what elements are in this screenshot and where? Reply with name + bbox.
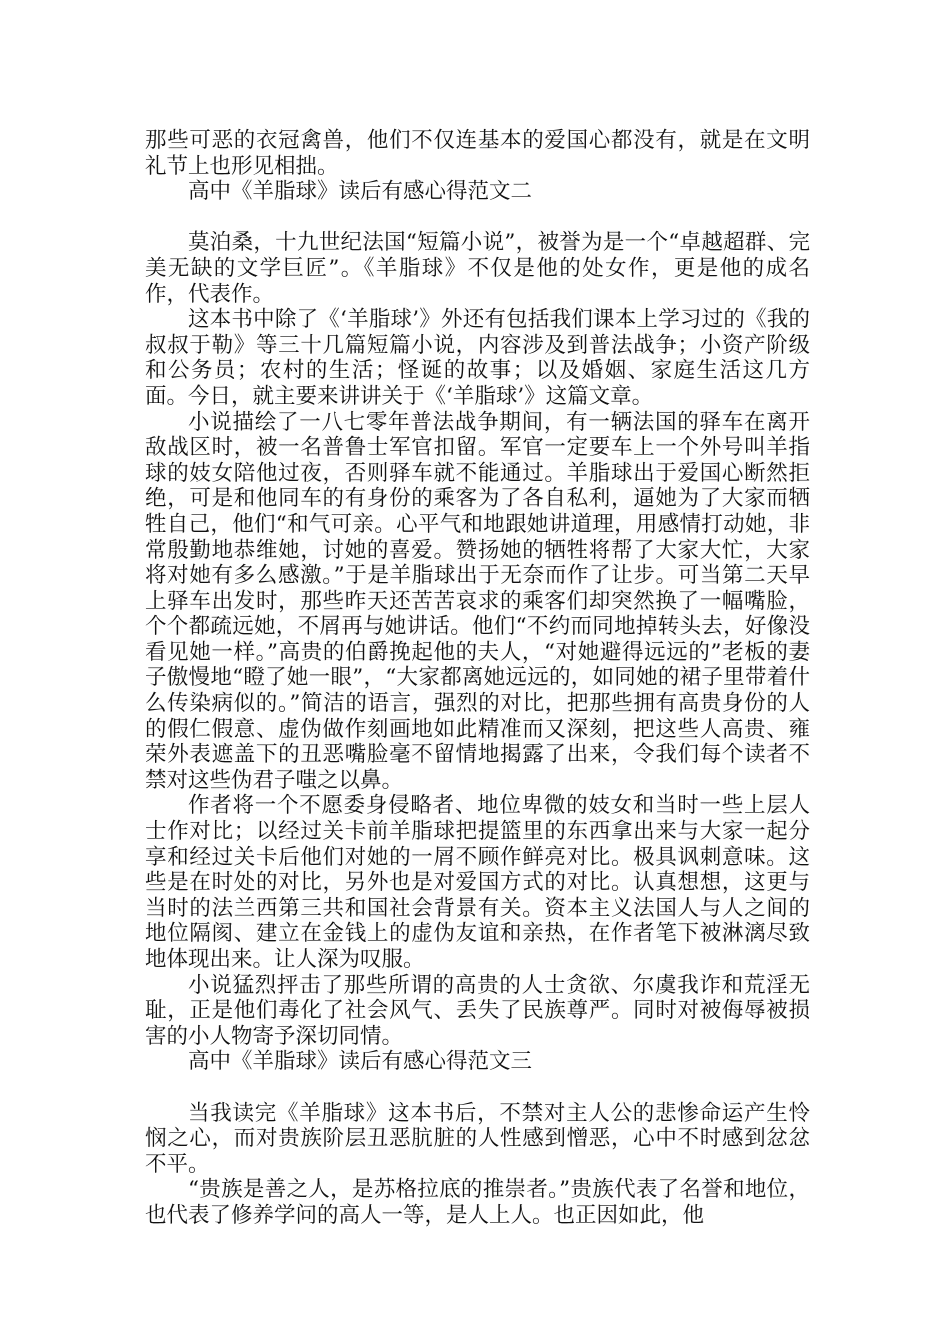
paragraph: 作者将一个不愿委身侵略者、地位卑微的妓女和当时一些上层人士作对比；以经过关卡前羊脂球把提篮里的东西拿出来与大家一起分享和经过关卡后他们对她的一屑不顾作鲜亮对比。极具讽刺意味。这些是在时处的对比，另外也是对爱国方式的对比。认真想想，这更与当时的法兰西第三共和国社会背景有关。资本主义法国人与人之间的地位隔阂、建立在金钱上的虚伪友谊和亲热，在作者笔下被淋漓尽致地体现出来。让人深为叹服。 (145, 793, 810, 972)
section-heading: 高中《羊脂球》读后有感心得范文三 (188, 1049, 533, 1075)
paragraph: 这本书中除了《‘羊脂球’》外还有包括我们课本上学习过的《我的叔叔于勒》等三十几篇短篇小说，内容涉及到普法战争；小资产阶级和公务员；农村的生活；怪诞的故事；以及婚姻、家庭生活这几方面。今日，就主要来讲讲关于《‘羊脂球’》这篇文章。 (145, 307, 810, 409)
paragraph: 莫泊桑，十九世纪法国“短篇小说”，被誉为是一个“卓越超群、完美无缺的文学巨匠”。《羊脂球》不仅是他的处女作，更是他的成名作，代表作。 (145, 230, 810, 307)
paragraph: “贵族是善之人，是苏格拉底的推崇者。”贵族代表了名誉和地位，也代表了修养学问的高人一等，是人上人。也正因如此，他 (145, 1177, 810, 1228)
paragraph: 那些可恶的衣冠禽兽，他们不仅连基本的爱国心都没有，就是在文明礼节上也形见相拙。 (145, 128, 810, 179)
paragraph: 小说描绘了一八七零年普法战争期间，有一辆法国的驿车在离开敌战区时，被一名普鲁士军官扣留。军官一定要车上一个外号叫羊指球的妓女陪他过夜，否则驿车就不能通过。羊脂球出于爱国心断然拒绝，可是和他同车的有身份的乘客为了各自私利，逼她为了大家而牺牲自己，他们“和气可亲。心平气和地跟她讲道理，用感情打动她，非常殷勤地恭维她，讨她的喜爱。赞扬她的牺牲将帮了大家大忙，大家将对她有多么感激。”于是羊脂球出于无奈而作了让步。可当第二天早上驿车出发时，那些昨天还苦苦哀求的乘客们却突然换了一幅嘴脸，个个都疏远她，不屑再与她讲话。他们“不约而同地掉转头去，好像没看见她一样。”高贵的伯爵挽起他的夫人，“对她避得远远的”老板的妻子傲慢地“瞪了她一眼”，“大家都离她远远的，如同她的裙子里带着什么传染病似的。”简洁的语言，强烈的对比，把那些拥有高贵身份的人的假仁假意、虚伪做作刻画地如此精准而又深刻，把这些人高贵、雍荣外表遮盖下的丑恶嘴脸毫不留情地揭露了出来，令我们每个读者不禁对这些伪君子嗤之以鼻。 (145, 409, 810, 793)
paragraph: 小说猛烈抨击了那些所谓的高贵的人士贪欲、尔虞我诈和荒淫无耻，正是他们毒化了社会风气、丢失了民族尊严。同时对被侮辱被损害的小人物寄予深切同情。 (145, 972, 810, 1049)
document-page (145, 128, 810, 1229)
section-heading: 高中《羊脂球》读后有感心得范文二 (188, 179, 533, 205)
paragraph: 当我读完《羊脂球》这本书后，不禁对主人公的悲惨命运产生怜悯之心，而对贵族阶层丑恶肮脏的人性感到憎恶，心中不时感到忿忿不平。 (145, 1100, 810, 1177)
